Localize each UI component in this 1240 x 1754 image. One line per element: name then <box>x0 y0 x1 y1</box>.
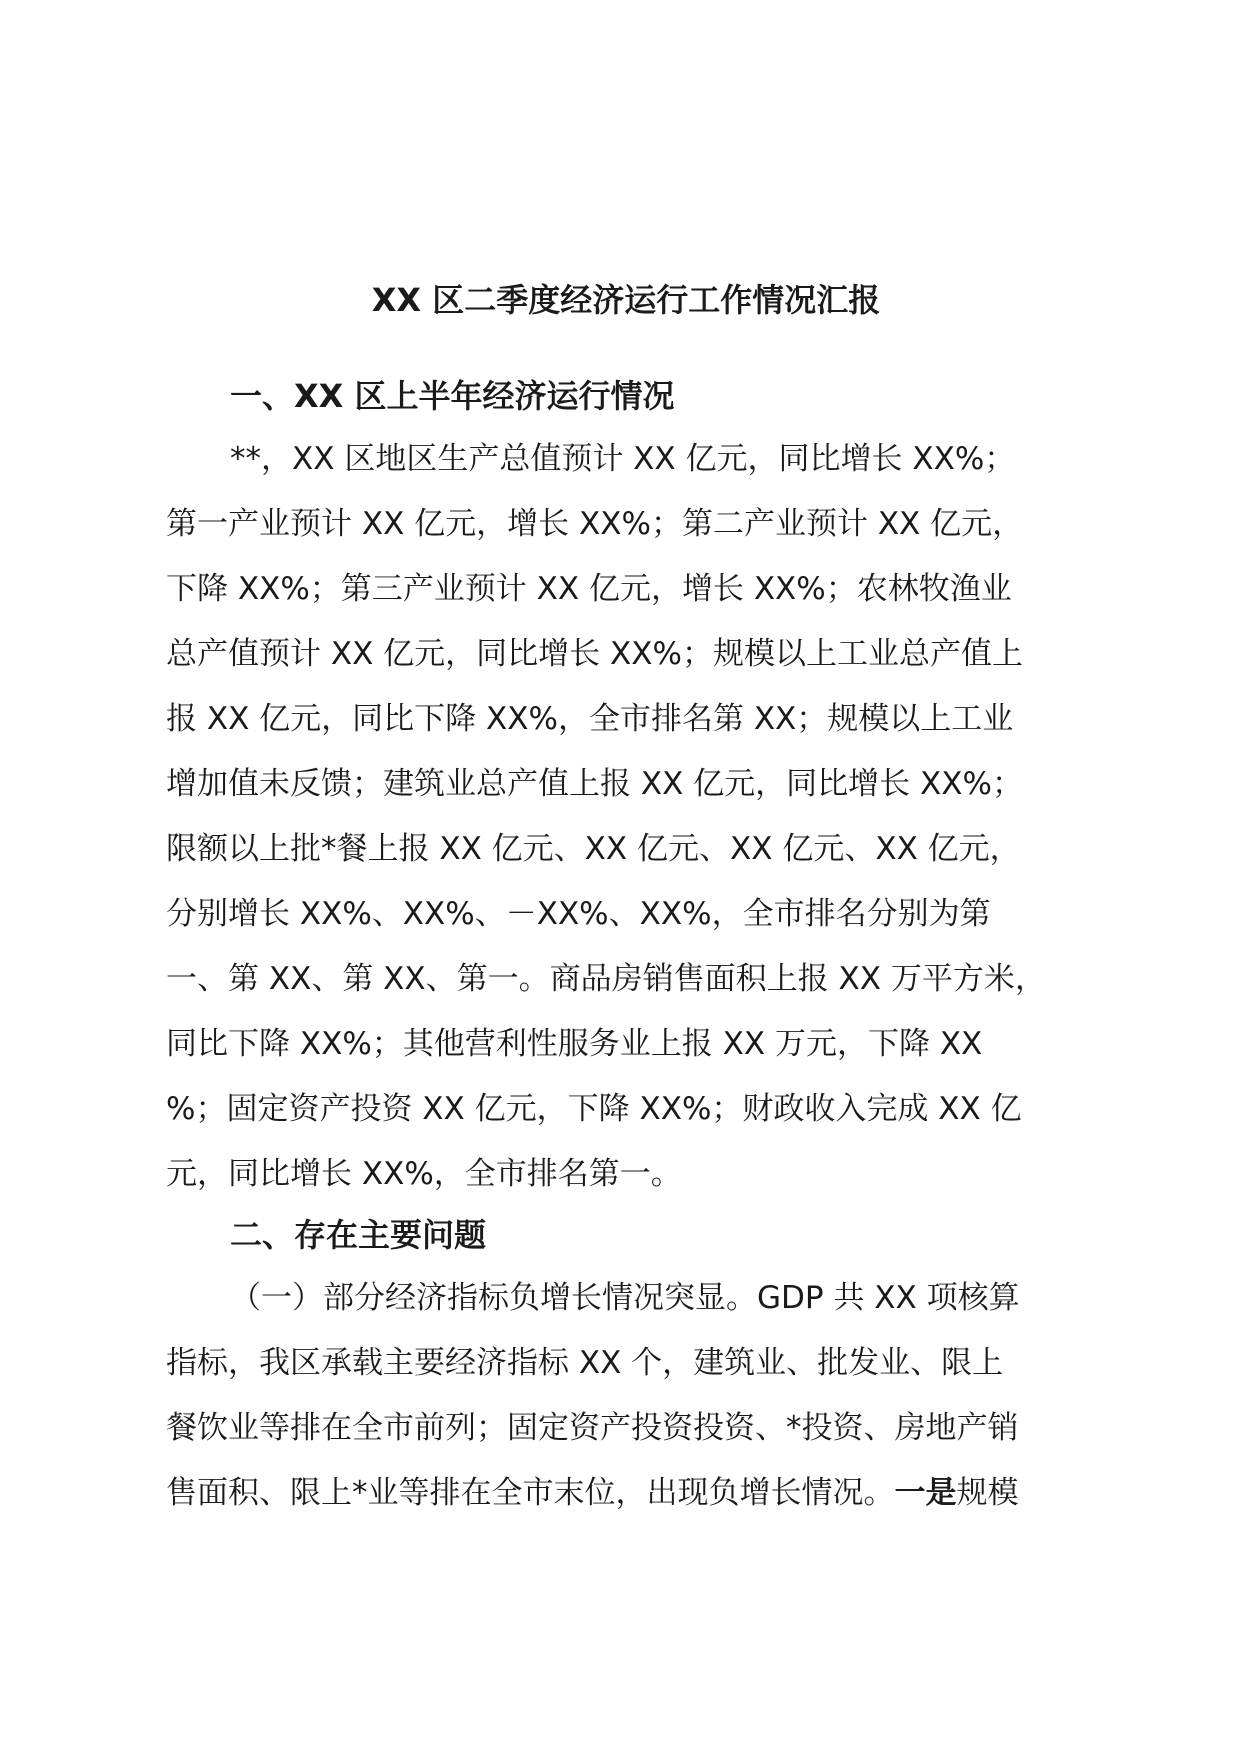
paragraph-line: %；固定资产投资 XX 亿元，下降 XX%；财政收入完成 XX 亿 <box>166 1091 1022 1127</box>
paragraph-line: 限额以上批*餐上报 XX 亿元、XX 亿元、XX 亿元、XX 亿元， <box>166 831 1021 867</box>
paragraph-line: 一、第 XX、第 XX、第一。商品房销售面积上报 XX 万平方米， <box>166 961 1046 997</box>
section-2-paragraph <box>166 1266 1086 1526</box>
paragraph-line: 元，同比增长 XX%，全市排名第一。 <box>166 1156 682 1192</box>
paragraph-line: 报 XX 亿元，同比下降 XX%，全市排名第 XX；规模以上工业 <box>166 701 1014 737</box>
paragraph-line: **，XX 区地区生产总值预计 XX 亿元，同比增长 XX%； <box>230 441 1016 477</box>
paragraph-text: 售面积、限上*业等排在全市末位，出现负增长情况。 <box>166 1475 895 1511</box>
paragraph-line: 总产值预计 XX 亿元，同比增长 XX%；规模以上工业总产值上 <box>166 636 1023 672</box>
document-title: XX 区二季度经济运行工作情况汇报 <box>371 281 881 319</box>
paragraph-text: 规模 <box>956 1475 1019 1511</box>
paragraph-line: 分别增长 XX%、XX%、－XX%、XX%，全市排名分别为第 <box>166 896 991 932</box>
paragraph-line: 餐饮业等排在全市前列；固定资产投资投资、*投资、房地产销 <box>166 1410 1019 1446</box>
emphasis-text: 一是 <box>894 1475 957 1511</box>
paragraph-line: 增加值未反馈；建筑业总产值上报 XX 亿元，同比增长 XX%； <box>166 766 1023 802</box>
paragraph-line-last <box>166 1461 1086 1526</box>
section-2-heading: 二、存在主要问题 <box>230 1216 487 1254</box>
paragraph-line: （一）部分经济指标负增长情况突显。GDP 共 XX 项核算 <box>230 1280 1020 1316</box>
paragraph-line: 第一产业预计 XX 亿元，增长 XX%；第二产业预计 XX 亿元， <box>166 506 1024 542</box>
paragraph-line: 同比下降 XX%；其他营利性服务业上报 XX 万元，下降 XX <box>166 1026 983 1062</box>
paragraph-line: 下降 XX%；第三产业预计 XX 亿元，增长 XX%；农林牧渔业 <box>166 571 1012 607</box>
section-1-paragraph <box>166 427 1086 1207</box>
section-1-heading: 一、XX 区上半年经济运行情况 <box>230 377 675 415</box>
paragraph-line: 指标，我区承载主要经济指标 XX 个，建筑业、批发业、限上 <box>166 1345 1004 1381</box>
